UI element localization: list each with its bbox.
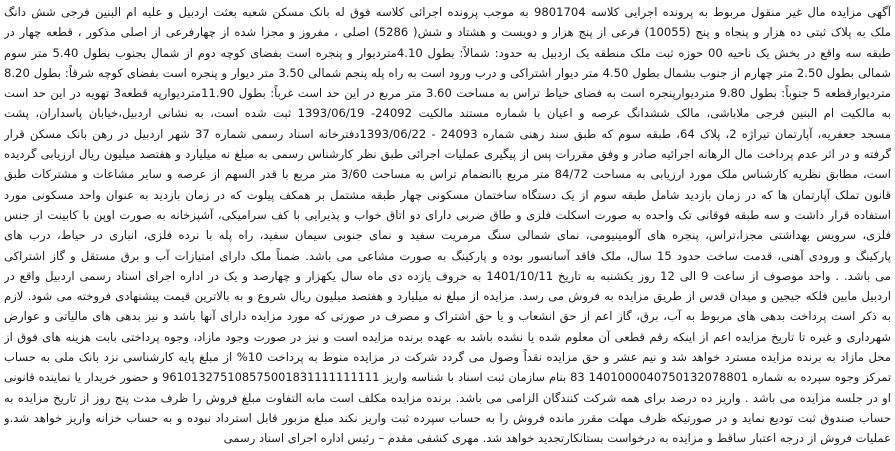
notice-line: او در جلسه مزایده می باشد . واریز ده درصد برای همه شرکت کنندگان الزامی می باشد. برنده مزایده مکلف است مابه التفاوت مبلغ فروش را ظرف مدت پنج روز از تاریخ مزایده به (4, 390, 891, 405)
notice-line: عملیات فروش از درجه اعتبار ساقط و مزایده به درخواست بستانکارتجدید خواهد شد. مهری کشفی مقدم – رئیس اداره اجرای اسناد رسمی (223, 431, 891, 446)
notice-line: محل مازاد به برنده مزایده مسترد خواهد شد و نیم عشر و حق مزایده نقداً وصول می گردد شرکت در مزایده منوط به پرداخت 10% از مبلغ پایه کارشناسی نزد بانک ملی به حساب (4, 350, 891, 365)
notice-line: پارکینگ و ورودی آهنی، قدمت ساخت حدود 15 سال، ملک فاقد آسانسور بوده و پارکینگ به صورت مشاعی می باشد. ضمناً ملک دارای امتیازات آب و برق مستقل و گاز اشتراکی (4, 248, 891, 263)
notice-line: آگهی مزایده مال غیر منقول مربوط به پرونده اجرایی کلاسه 9801704 به موجب پرونده اجرائی کلاسه فوق له بانک مسکن شعبه بعثت اردبیل و علیه ام البنین فرجی شش دانگ (4, 5, 891, 19)
notice-line: شمالی بطول 2.50 متر چهارم از جنوب بشمال بطول 4.50 متر دیوار اشتراکی و درب ورود است به راه پله پنجم شمالی 3.50 متر دیوار و پنجره است بفضای کوچه شرقاً: بطول 8.20 (4, 65, 891, 80)
notice-line: اردبیل مابین فلکه جیجین و میدان قدس از طریق مزایده به فروش می رسد. مزایده از مبلغ نه میلیارد و هفتصد میلیون ریال شروع و به بالاترین قیمت پیشنهادی فروخته می شود. لازم (4, 289, 891, 304)
notice-line: شهرداری و غیره تا تاریخ مزایده اعم از اینکه رقم قطعی آن معلوم شده یا نشده باشد به عهده برنده مزایده است و نیز در صورت وجود مازاد، وجوه پرداختی بابت هزینه های فوق از (4, 329, 891, 344)
notice-line: حساب صندوق ثبت تودیع نماید و در صورتیکه ظرف مهلت مقرر مانده فروش را به حساب سپرده ثبت واریز نکند مبلغ مزبور قابل استرداد نبوده و به حساب خزانه واریز خواهد شد.و (4, 410, 891, 425)
notice-line: ملک به پلاک ثبتی ده هزار و پنجاه و پنج (10055) فرعی از پنج هزار و دویست و هشتاد و شش( 5286) اصلی ، مفروز و مجزا شده از چهارفرعی از اصلی مذکور ، قطعه چهار در (4, 25, 891, 40)
notice-line: مسجد جعفریه، آپارتمان تیراژه 2، پلاک 64، طبقه سوم که طبق سند رهنی شماره 24093 - 1393/06/22دفترخانه اسناد رسمی شماره 37 شهر اردبیل در رهن بانک مسکن قرار (4, 126, 891, 141)
notice-line: به ذکر است پرداخت بدهی های مربوط به آب، برق، گاز اعم از حق انشعاب و یا حق اشتراک و مصرف در صورتی که مورد مزایده دارای آنها باشد و نیز بدهی های مالیاتی و عوارض (4, 309, 891, 324)
notice-line: استفاده قرار داشت و سه طبقه فوقانی تک واحده به صورت اسکلت فلزی و طاق ضربی دارای دو اتاق خواب و پذیرایی با کف سرامیکی، آشپزخانه به صورت اوپن با کابینت از جنس (4, 207, 891, 222)
notice-line: است، مطابق نظریه کارشناس ملک مورد ارزیابی به مساحت 84/72 متر مربع باانضمام تراس به مساحت 3/60 متر مربع با قدر السهم از عرصه و سایر مشاعات و مشترکات طبق (4, 167, 891, 182)
notice-line: گرفته و در اثر عدم پرداخت مال الرهانه اجرائیه صادر و وفق مقررات پس از پیگیری عملیات اجرائی طبق نظر کارشناس رسمی به مبلغ نه میلیارد و هفتصد میلیون ریال ارزیابی گردیده (4, 147, 891, 162)
notice-line: طبقه سه واقع در بخش یک ناحیه 00 حوزه ثبت ملک منطقه یک اردبیل به حدود: شمالاً: بطول 4.10متردیوار و پنجره است بفضای کوچه دوم از شمال بجنوب بطول 5.40 متر سوم (4, 45, 891, 60)
notice-line: تمرکز وجوه سپرده به شماره 1401000040750132078801 83 بنام سازمان ثبت اسناد با شناسه واریز 961013275108575001831111111111 و حضور خریدار یا نماینده قانونی (4, 370, 891, 385)
notice-line: قانون تملک آپارتمان ها که در زمان بازدید شامل طبقه سوم از یک دستگاه ساختمان مسکونی چهار طبقه مشتمل بر همکف پیلوت که در زمان بازدید به عنوان واحد مسکونی مورد (4, 187, 891, 202)
notice-line: به مالکیت ام البنین فرجی ملاباشی، مالک ششدانگ عرصه و اعیان با شماره مستند مالکیت 24092- 1393/06/19 ثبت شده است، به نشانی اردبیل،خیابان پاسداران، پشت (4, 106, 891, 121)
notice-line: می باشد. . واحد موصوف از ساعت 9 الی 12 روز یکشنبه به تاریخ 1401/10/11 به حروف یازده دی ماه سال یکهزار و چهارصد و یک در اداره اجرای اسناد رسمی اردبیل واقع در (4, 268, 891, 283)
auction-notice (4, 2, 891, 449)
notice-line: فلزی، سرویس بهداشتی مجزا،تراس، پنجره های آلومینیومی، نمای شمالی سنگ مرمریت سفید و نمای جنوبی سیمان سفید، راه پله با نرده فلزی، انباری در حیاط، درب های (4, 228, 891, 243)
notice-line: متردیوارقطعه 5 جنوباً: بطول 9.80 متردیوارپنجره است به فضای حیاط تراس به مساحت 3.60 متر مربع در این حد است غرباً: بطول 11.90متردیوارپه قطعه3 تهویه در این حد است (4, 86, 891, 101)
